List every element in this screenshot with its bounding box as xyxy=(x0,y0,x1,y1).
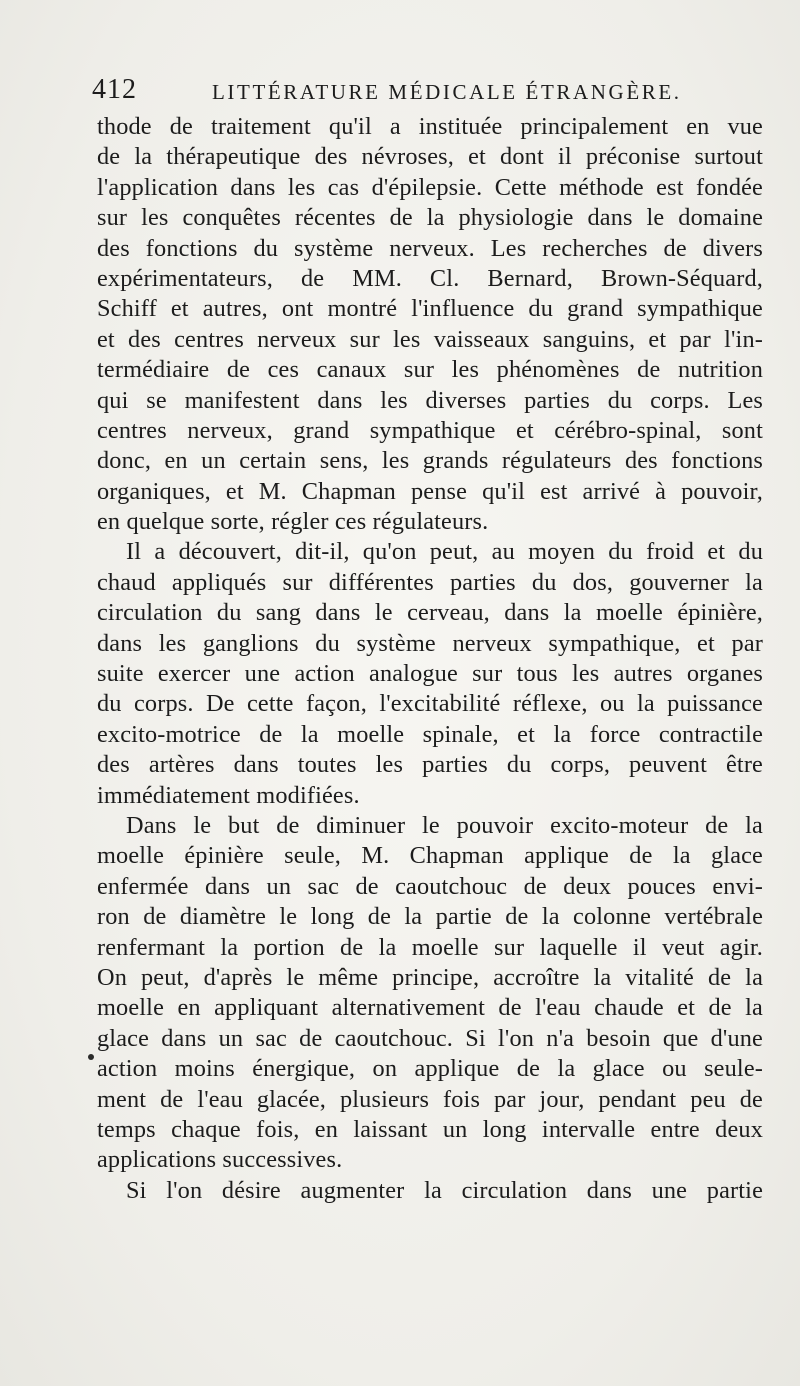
text-line: dans les ganglions du système nerveux sympathique, et par xyxy=(97,629,763,657)
text-line: expérimentateurs, de MM. Cl. Bernard, Brown-Séquard, xyxy=(97,264,763,292)
text-line: sur les conquêtes récentes de la physiologie dans le domaine xyxy=(97,204,763,232)
text-line: circulation du sang dans le cerveau, dans la moelle épinière, xyxy=(97,599,763,627)
text-line: renfermant la portion de la moelle sur laquelle il veut agir. xyxy=(97,933,763,961)
text-line: Il a découvert, dit-il, qu'on peut, au moyen du froid et du xyxy=(126,538,763,566)
running-title: LITTÉRATURE MÉDICALE ÉTRANGÈRE. xyxy=(212,80,682,104)
text-line: On peut, d'après le même principe, accroître la vitalité de la xyxy=(97,963,763,991)
body-text xyxy=(97,112,763,1206)
page-header xyxy=(92,72,692,112)
text-line: enfermée dans un sac de caoutchouc de deux pouces envi- xyxy=(97,872,763,900)
text-line: thode de traitement qu'il a instituée principalement en vue xyxy=(97,113,763,140)
text-line: excito-motrice de la moelle spinale, et la force contractile xyxy=(97,720,763,748)
text-line: suite exercer une action analogue sur tous les autres organes xyxy=(97,660,763,688)
page-number: 412 xyxy=(92,74,137,105)
text-line: moelle en appliquant alternativement de l'eau chaude et de la xyxy=(97,994,763,1022)
text-line: en quelque sorte, régler ces régulateurs. xyxy=(97,508,489,536)
text-line: des artères dans toutes les parties du corps, peuvent être xyxy=(97,751,763,779)
text-line: organiques, et M. Chapman pense qu'il est arrivé à pouvoir, xyxy=(97,477,763,505)
text-line: moelle épinière seule, M. Chapman applique de la glace xyxy=(97,842,763,870)
text-line: ment de l'eau glacée, plusieurs fois par jour, pendant peu de xyxy=(97,1085,763,1113)
text-line: termédiaire de ces canaux sur les phénomènes de nutrition xyxy=(97,356,763,384)
ink-spot xyxy=(88,1054,94,1060)
text-line: des fonctions du système nerveux. Les recherches de divers xyxy=(97,234,763,262)
text-line: et des centres nerveux sur les vaisseaux sanguins, et par l'in- xyxy=(97,325,763,353)
text-line: Schiff et autres, ont montré l'influence du grand sympathique xyxy=(97,295,763,323)
text-line: chaud appliqués sur différentes parties du dos, gouverner la xyxy=(97,568,763,596)
text-line: immédiatement modifiées. xyxy=(97,781,360,809)
text-line: temps chaque fois, en laissant un long intervalle entre deux xyxy=(97,1115,763,1143)
text-line: du corps. De cette façon, l'excitabilité réflexe, ou la puissance xyxy=(97,690,763,718)
text-line: glace dans un sac de caoutchouc. Si l'on n'a besoin que d'une xyxy=(97,1024,763,1052)
text-line: ron de diamètre le long de la partie de la colonne vertébrale xyxy=(97,903,763,931)
text-line: action moins énergique, on applique de la glace ou seule- xyxy=(97,1055,763,1083)
text-line: Si l'on désire augmenter la circulation dans une partie xyxy=(126,1176,763,1204)
text-line: donc, en un certain sens, les grands régulateurs des fonctions xyxy=(97,447,763,475)
text-line: Dans le but de diminuer le pouvoir excito-moteur de la xyxy=(126,811,763,839)
text-line: qui se manifestent dans les diverses parties du corps. Les xyxy=(97,386,763,414)
text-line: l'application dans les cas d'épilepsie. Cette méthode est fondée xyxy=(97,173,763,201)
text-line: centres nerveux, grand sympathique et cérébro-spinal, sont xyxy=(97,416,763,444)
text-line: de la thérapeutique des névroses, et dont il préconise surtout xyxy=(97,143,763,171)
text-line: applications successives. xyxy=(97,1146,343,1174)
